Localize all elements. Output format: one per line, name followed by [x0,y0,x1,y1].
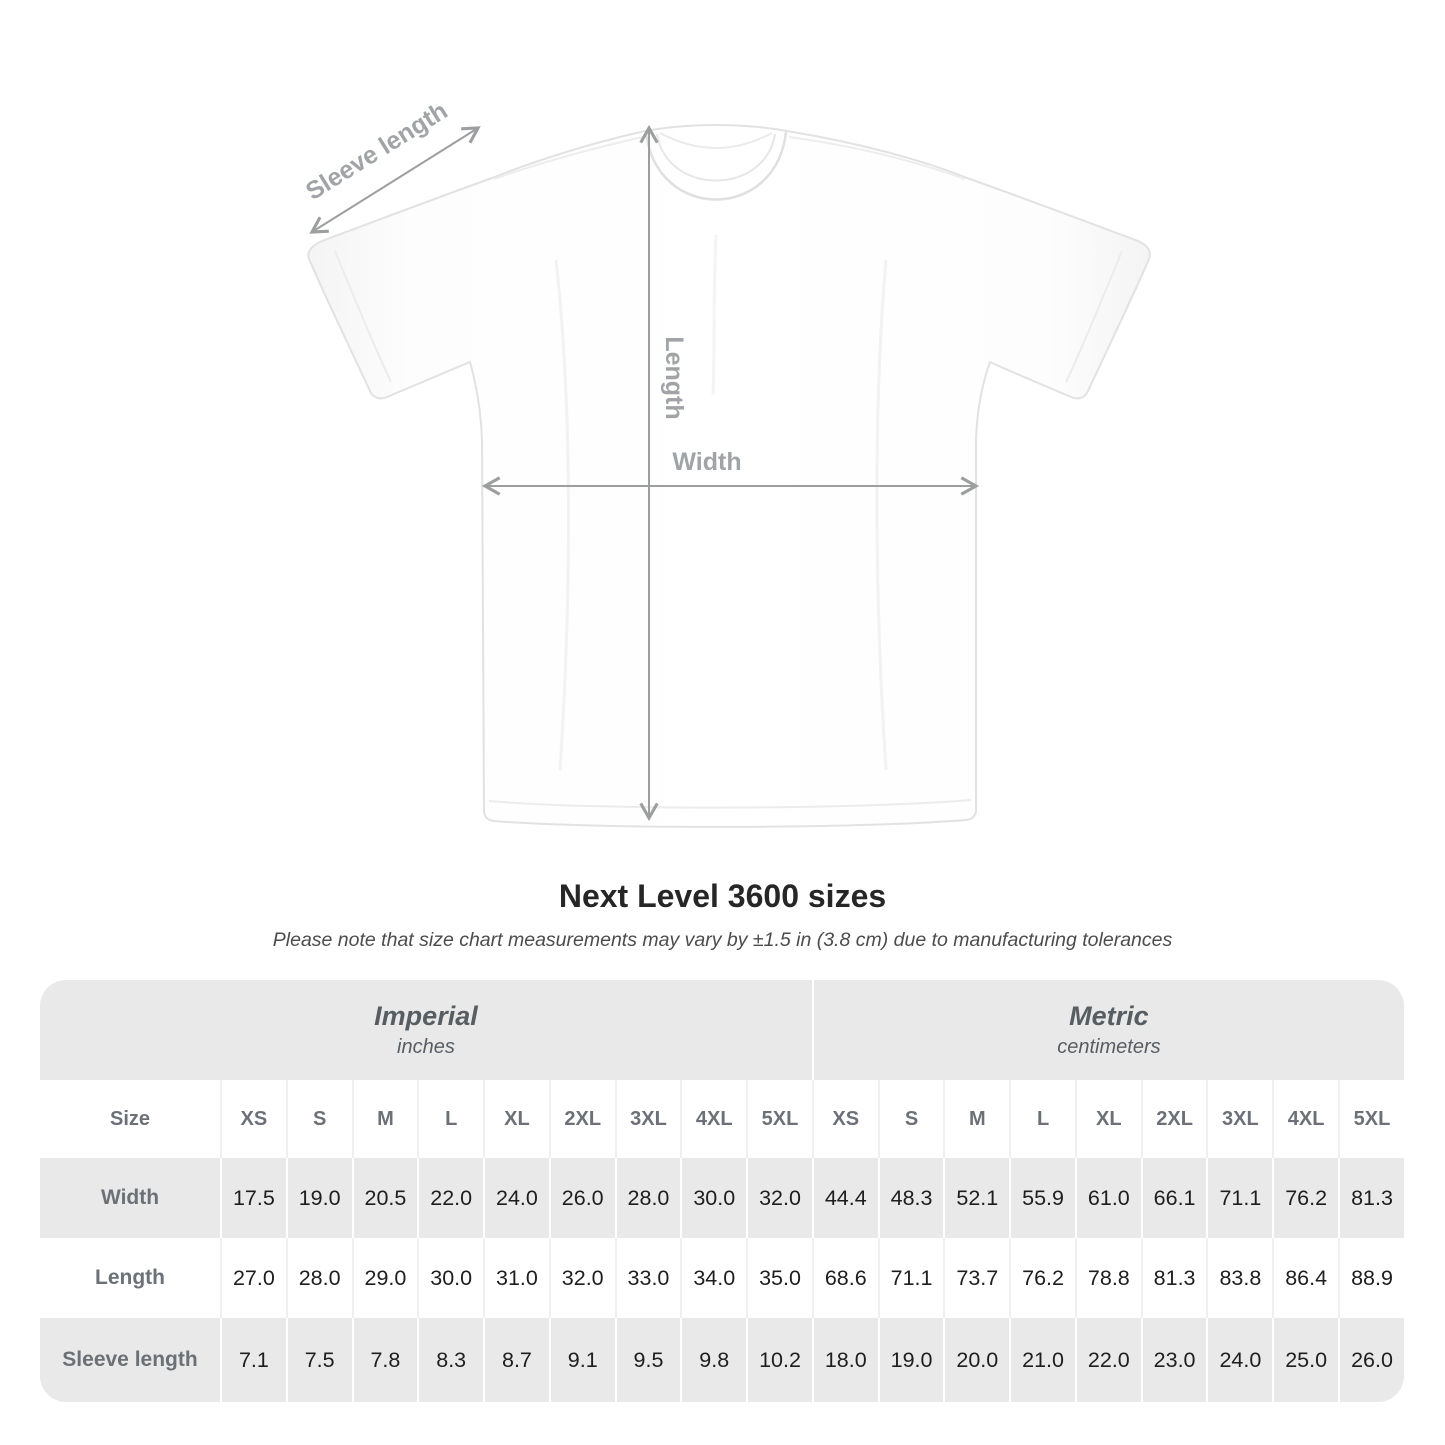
value-cell: 83.8 [1206,1238,1272,1318]
value-cell: 78.8 [1075,1238,1141,1318]
value-cell: 35.0 [746,1238,812,1318]
value-cell: 20.0 [943,1318,1009,1402]
size-header-row [40,1080,1404,1158]
imperial-group-label: Imperial [374,1001,478,1032]
value-cell: 30.0 [417,1238,483,1318]
length-row [40,1238,1404,1318]
value-cell: 48.3 [878,1158,944,1238]
row-label-length: Length [40,1238,220,1318]
value-cell: 9.8 [680,1318,746,1402]
value-cell: 7.5 [286,1318,352,1402]
value-cell: 29.0 [352,1238,418,1318]
value-cell: 52.1 [943,1158,1009,1238]
value-cell: 86.4 [1272,1238,1338,1318]
value-cell: 66.1 [1141,1158,1207,1238]
value-cell: 55.9 [1009,1158,1075,1238]
size-header-cell: 5XL [746,1080,812,1158]
value-cell: 22.0 [1075,1318,1141,1402]
metric-header-cell [812,980,1404,1080]
value-cell: 68.6 [812,1238,878,1318]
value-cell: 25.0 [1272,1318,1338,1402]
value-cell: 28.0 [286,1238,352,1318]
size-header-cell: S [878,1080,944,1158]
value-cell: 24.0 [1206,1318,1272,1402]
value-cell: 30.0 [680,1158,746,1238]
size-column-header: Size [40,1080,220,1158]
size-header-cell: 4XL [1272,1080,1338,1158]
value-cell: 76.2 [1009,1238,1075,1318]
value-cell: 9.1 [549,1318,615,1402]
sleeve-length-row [40,1318,1404,1402]
value-cell: 88.9 [1338,1238,1404,1318]
value-cell: 22.0 [417,1158,483,1238]
value-cell: 73.7 [943,1238,1009,1318]
size-header-cell: L [1009,1080,1075,1158]
sleeve-length-diagram-label: Sleeve length [301,96,453,206]
value-cell: 61.0 [1075,1158,1141,1238]
value-cell: 10.2 [746,1318,812,1402]
size-header-cell: L [417,1080,483,1158]
value-cell: 27.0 [220,1238,286,1318]
metric-unit-label: centimeters [1057,1035,1161,1058]
value-cell: 19.0 [286,1158,352,1238]
size-header-cell: 2XL [1141,1080,1207,1158]
value-cell: 7.1 [220,1318,286,1402]
value-cell: 81.3 [1338,1158,1404,1238]
page-title: Next Level 3600 sizes [558,878,887,914]
value-cell: 71.1 [878,1238,944,1318]
page-subtitle: Please note that size chart measurements may vary by ±1.5 in (3.8 cm) due to manufacturing tolerances [272,929,1173,951]
value-cell: 33.0 [615,1238,681,1318]
value-cell: 24.0 [483,1158,549,1238]
size-header-cell: XS [812,1080,878,1158]
unit-header-row [40,980,1404,1080]
value-cell: 19.0 [878,1318,944,1402]
size-header-cell: 3XL [615,1080,681,1158]
size-header-cell: 3XL [1206,1080,1272,1158]
size-header-cell: XS [220,1080,286,1158]
size-header-cell: M [352,1080,418,1158]
value-cell: 18.0 [812,1318,878,1402]
value-cell: 7.8 [352,1318,418,1402]
size-header-cell: 2XL [549,1080,615,1158]
width-diagram-label: Width [672,448,742,476]
size-header-cell: XL [483,1080,549,1158]
size-header-cell: XL [1075,1080,1141,1158]
value-cell: 32.0 [746,1158,812,1238]
row-label-width: Width [40,1158,220,1238]
size-header-cell: 5XL [1338,1080,1404,1158]
value-cell: 9.5 [615,1318,681,1402]
value-cell: 31.0 [483,1238,549,1318]
value-cell: 8.7 [483,1318,549,1402]
value-cell: 76.2 [1272,1158,1338,1238]
value-cell: 20.5 [352,1158,418,1238]
value-cell: 8.3 [417,1318,483,1402]
value-cell: 71.1 [1206,1158,1272,1238]
value-cell: 17.5 [220,1158,286,1238]
length-diagram-label: Length [660,336,688,420]
value-cell: 26.0 [1338,1318,1404,1402]
row-label-sleeve-length: Sleeve length [40,1318,220,1402]
metric-group-label: Metric [1069,1001,1149,1032]
size-header-cell: M [943,1080,1009,1158]
size-header-cell: 4XL [680,1080,746,1158]
value-cell: 44.4 [812,1158,878,1238]
width-row [40,1158,1404,1238]
value-cell: 21.0 [1009,1318,1075,1402]
imperial-unit-label: inches [397,1035,455,1058]
value-cell: 81.3 [1141,1238,1207,1318]
value-cell: 32.0 [549,1238,615,1318]
value-cell: 26.0 [549,1158,615,1238]
value-cell: 34.0 [680,1238,746,1318]
size-header-cell: S [286,1080,352,1158]
value-cell: 28.0 [615,1158,681,1238]
imperial-header-cell [40,980,812,1080]
value-cell: 23.0 [1141,1318,1207,1402]
size-chart-table [40,980,1404,1402]
